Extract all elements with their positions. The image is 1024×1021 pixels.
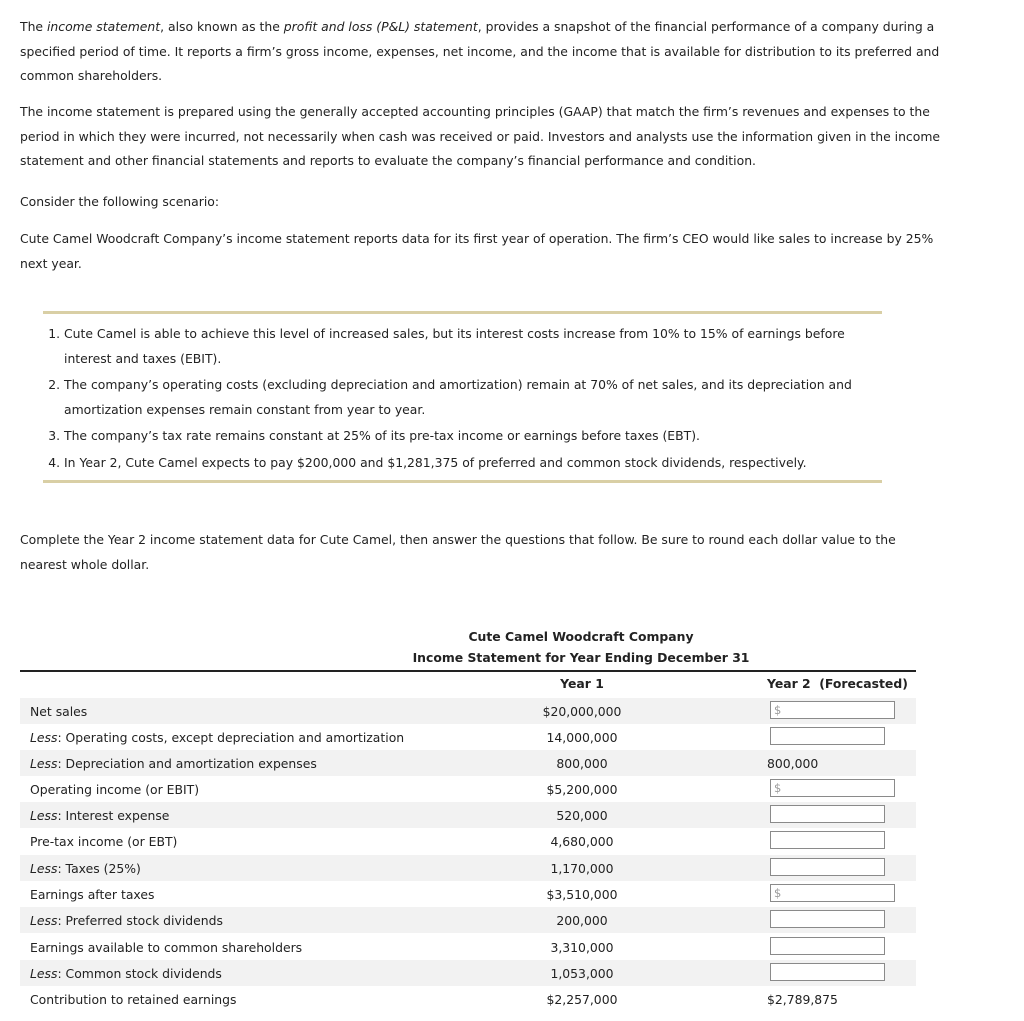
- year2-earnings-after-taxes-input[interactable]: [770, 884, 895, 902]
- row-label-text: Operating income (or EBIT): [30, 782, 200, 797]
- row-label-text: : Interest expense: [57, 808, 170, 823]
- year1-value: 1,170,000: [550, 861, 614, 876]
- requirement-item: 3. The company’s tax rate remains constant at 25% of its pre-tax income or earnings before taxes (EBT).: [64, 424, 894, 449]
- instructions-paragraph: Complete the Year 2 income statement data for Cute Camel, then answer the questions that follow. Be sure to round each dollar value to the nearest whole dollar.: [20, 532, 896, 572]
- requirement-item: 2. The company’s operating costs (excluding depreciation and amortization) remain at 70% of net sales, and its depreciation and amortization expenses remain constant from year to year.: [64, 373, 894, 422]
- row-label: [30, 730, 404, 745]
- year2-ebt-input[interactable]: [770, 831, 885, 849]
- year2-preferred-dividends-input[interactable]: [770, 910, 885, 928]
- row-label-text: : Common stock dividends: [57, 966, 222, 981]
- year2-ebit-input[interactable]: [770, 779, 895, 797]
- year2-taxes-input[interactable]: [770, 858, 885, 876]
- currency-sign: $: [774, 703, 782, 717]
- year2-common-dividends-input[interactable]: [770, 963, 885, 981]
- row-label: [30, 834, 177, 849]
- row-label-text: Contribution to retained earnings: [30, 992, 237, 1007]
- row-label: [30, 756, 317, 771]
- year1-value: 14,000,000: [546, 730, 618, 745]
- year1-value: 520,000: [556, 808, 608, 823]
- less-prefix: Less: [30, 756, 58, 771]
- requirements-bottom-rule: [43, 480, 882, 483]
- currency-sign: $: [774, 781, 782, 795]
- year1-value: 3,310,000: [550, 940, 614, 955]
- column-header-year2: Year 2 (Forecasted): [767, 676, 908, 691]
- scenario-paragraph: Cute Camel Woodcraft Company’s income statement reports data for its first year of operation. The firm’s CEO would like sales to increase by 25% next year.: [20, 231, 934, 271]
- table-row-earnings-available-common: [20, 934, 916, 960]
- requirements-list: [42, 322, 894, 477]
- row-label: [30, 992, 236, 1007]
- row-label: [30, 704, 87, 719]
- year1-value: 200,000: [556, 913, 608, 928]
- table-row-common-dividends: [20, 960, 916, 986]
- row-label-text: : Preferred stock dividends: [57, 913, 223, 928]
- table-row-interest-expense: [20, 802, 916, 828]
- less-prefix: Less: [30, 730, 58, 745]
- term-income-statement: income statement: [46, 19, 161, 34]
- requirements-top-rule: [43, 311, 882, 314]
- row-label: [30, 861, 141, 876]
- year1-value: $3,510,000: [546, 887, 618, 902]
- year2-operating-costs-input[interactable]: [770, 727, 885, 745]
- year1-value: $2,257,000: [546, 992, 618, 1007]
- year2-earnings-available-common-input[interactable]: [770, 937, 885, 955]
- requirement-item: 1. Cute Camel is able to achieve this level of increased sales, but its interest costs increase from 10% to 15% of earnings before interest and taxes (EBIT).: [64, 322, 894, 371]
- year1-value: 1,053,000: [550, 966, 614, 981]
- intro-text: , provides a snapshot of the financial performance of a company during a specified period of time. It reports a firm’s gross income, expenses, net income, and the income that is available for distribution to its preferred and common shareholders.: [20, 19, 940, 83]
- row-label: [30, 887, 154, 902]
- currency-sign: $: [774, 886, 782, 900]
- scenario-heading: Consider the following scenario:: [20, 194, 220, 209]
- row-label-text: : Depreciation and amortization expenses: [57, 756, 317, 771]
- table-row-net-sales: [20, 698, 916, 724]
- intro-paragraph-1: [20, 15, 940, 89]
- requirement-item: 4. In Year 2, Cute Camel expects to pay $200,000 and $1,281,375 of preferred and common stock dividends, respectively.: [64, 451, 894, 476]
- row-label: [30, 940, 302, 955]
- intro-text: The: [20, 19, 47, 34]
- row-label-text: : Operating costs, except depreciation and amortization: [57, 730, 405, 745]
- table-row-ebt: [20, 828, 916, 854]
- row-label: [30, 913, 223, 928]
- table-row-preferred-dividends: [20, 907, 916, 933]
- intro-text: , also known as the: [160, 19, 284, 34]
- row-label: [30, 782, 199, 797]
- row-label-text: Net sales: [30, 704, 88, 719]
- year1-value: 4,680,000: [550, 834, 614, 849]
- row-label: [30, 808, 169, 823]
- year2-interest-expense-input[interactable]: [770, 805, 885, 823]
- row-label-text: Earnings available to common shareholders: [30, 940, 303, 955]
- year1-value: 800,000: [556, 756, 608, 771]
- table-row-taxes: [20, 855, 916, 881]
- table-row-retained-earnings: [20, 986, 916, 1012]
- year2-value: $2,789,875: [767, 992, 838, 1007]
- row-label-text: Earnings after taxes: [30, 887, 155, 902]
- less-prefix: Less: [30, 966, 58, 981]
- row-label-text: Pre-tax income (or EBT): [30, 834, 178, 849]
- table-row-operating-costs: [20, 724, 916, 750]
- intro-paragraph-2: The income statement is prepared using the generally accepted accounting principles (GAAP) that match the firm’s revenues and expenses to the period in which they were incurred, not necessarily when cash was received or paid. Investors and analysts use the information given in the income statement and other financial statements and reports to evaluate the company’s financial performance and condition.: [20, 104, 941, 168]
- year2-net-sales-input[interactable]: [770, 701, 895, 719]
- year1-value: $20,000,000: [542, 704, 622, 719]
- statement-title: Income Statement for Year Ending December 31: [412, 650, 750, 665]
- row-label: [30, 966, 222, 981]
- table-row-ebit: [20, 776, 916, 802]
- term-pl-statement: profit and loss (P&L) statement: [283, 19, 478, 34]
- column-header-year1: Year 1: [560, 676, 604, 691]
- table-row-depreciation: [20, 750, 916, 776]
- statement-header-rule: [20, 670, 916, 672]
- year2-value: 800,000: [767, 756, 819, 771]
- less-prefix: Less: [30, 913, 58, 928]
- row-label-text: : Taxes (25%): [57, 861, 141, 876]
- less-prefix: Less: [30, 808, 58, 823]
- year1-value: $5,200,000: [546, 782, 618, 797]
- table-row-earnings-after-taxes: [20, 881, 916, 907]
- less-prefix: Less: [30, 861, 58, 876]
- statement-company-name: Cute Camel Woodcraft Company: [468, 629, 694, 644]
